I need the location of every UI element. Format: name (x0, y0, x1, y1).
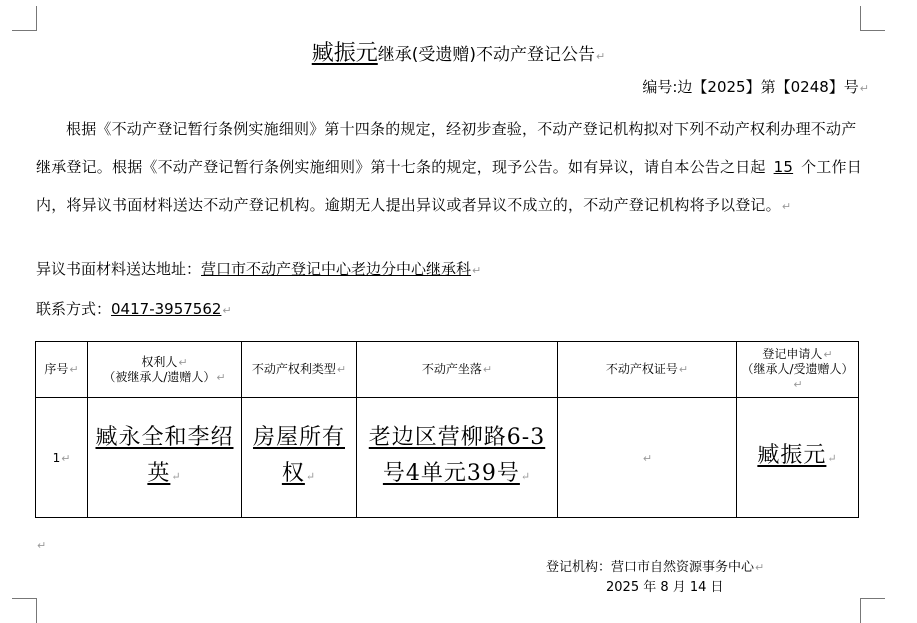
cell-seq: 1↵ (36, 398, 88, 518)
document-number-text: 编号:边【2025】第【0248】号 (642, 78, 859, 96)
cell-holder: 臧永全和李绍英↵ (88, 398, 242, 518)
paragraph-mark-icon: ↵ (596, 50, 606, 63)
header-right-type: 不动产权利类型↵ (242, 342, 357, 398)
paragraph-mark-icon: ↵ (859, 82, 869, 95)
contact-info (36, 298, 232, 319)
notice-date (606, 576, 724, 595)
empty-paragraph (36, 534, 46, 553)
table-row (36, 398, 859, 518)
contact-phone: 0417-3957562 (111, 300, 222, 318)
paragraph-mark-icon: ↵ (472, 264, 482, 277)
crop-mark-top-right (860, 6, 885, 31)
paragraph-mark-icon: ↵ (781, 200, 792, 213)
notice-date-text: 2025 年 8 月 14 日 (606, 580, 724, 595)
header-location: 不动产坐落↵ (357, 342, 558, 398)
title-name: 臧振元 (311, 41, 378, 66)
crop-mark-bottom-left (12, 598, 37, 623)
objection-days: 15 (773, 158, 794, 176)
address-label: 异议书面材料送达地址： (36, 260, 202, 278)
table-header-row (36, 342, 859, 398)
cell-cert-no: ↵ (558, 398, 737, 518)
document-number (642, 76, 869, 97)
header-holder: 权利人↵ （被继承人/遗赠人）↵ (88, 342, 242, 398)
registration-org-text: 登记机构：营口市自然资源事务中心 (546, 560, 755, 575)
cell-location: 老边区营柳路6-3号4单元39号↵ (357, 398, 558, 518)
document-title (0, 36, 917, 67)
objection-address (36, 258, 481, 279)
title-text: 继承(受遗赠)不动产登记公告 (377, 45, 596, 65)
registration-org (546, 556, 764, 575)
header-seq: 序号↵ (36, 342, 88, 398)
paragraph-mark-icon: ↵ (222, 304, 232, 317)
notice-body (36, 110, 866, 226)
notice-body-part1: 根据《不动产登记暂行条例实施细则》第十四条的规定，经初步查验，不动产登记机构拟对下列不动产权利办理不动产继承登记。根据《不动产登记暂行条例实施细则》第十七条的规定，现予公告。如有异议，请自本公告之日起 (36, 120, 857, 176)
header-cert-no: 不动产权证号↵ (558, 342, 737, 398)
crop-mark-bottom-right (860, 598, 885, 623)
crop-mark-top-left (12, 6, 37, 31)
header-applicant: 登记申请人↵ （继承人/受遗赠人）↵ (737, 342, 859, 398)
paragraph-mark-icon: ↵ (37, 539, 47, 552)
cell-right-type: 房屋所有权↵ (242, 398, 357, 518)
contact-label: 联系方式： (36, 300, 112, 318)
notice-body-part2: 个工作日内，将异议书面材料送达不动产登记机构。逾期无人提出异议或者异议不成立的，不动产登记机构将予以登记。 (36, 158, 862, 214)
paragraph-mark-icon: ↵ (755, 561, 765, 574)
cell-applicant: 臧振元↵ (737, 398, 859, 518)
address-value: 营口市不动产登记中心老边分中心继承科 (201, 260, 472, 278)
registration-table (35, 341, 859, 518)
